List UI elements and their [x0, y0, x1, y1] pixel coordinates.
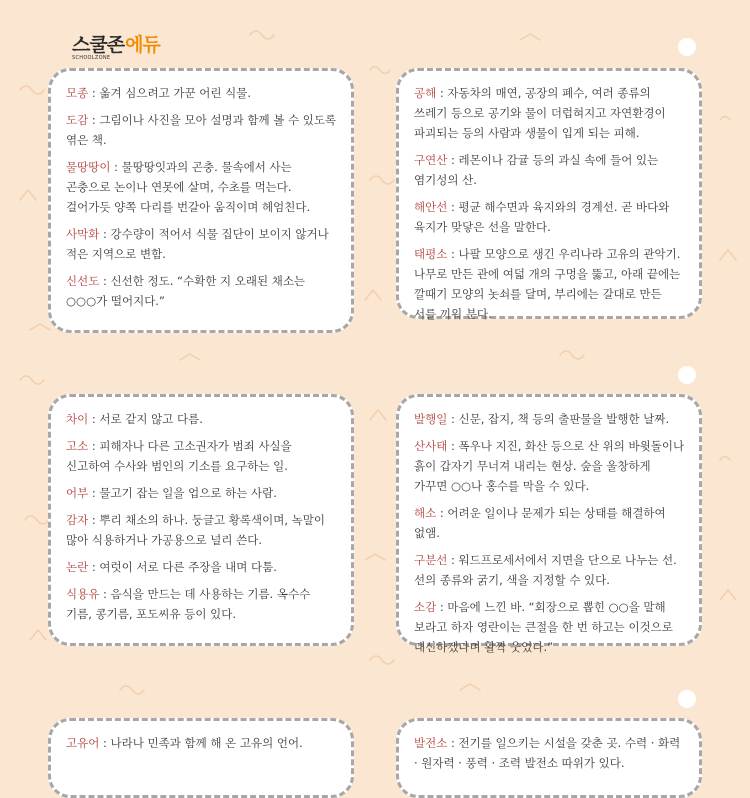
vocab-card	[48, 68, 354, 333]
vocab-term: 고소	[66, 439, 89, 453]
vocab-term: 공해	[414, 86, 437, 100]
vocab-entry	[414, 244, 685, 324]
vocab-definition: 나라나 민족과 함께 해 온 고유의 언어.	[110, 736, 303, 750]
vocab-card	[396, 718, 702, 798]
vocab-entry	[66, 83, 337, 103]
vocab-definition: 옮겨 심으려고 가꾼 어린 식물.	[99, 86, 251, 100]
term-separator: :	[99, 736, 111, 750]
term-separator: :	[447, 553, 459, 567]
vocab-entry	[66, 157, 337, 217]
vocab-definition: 여럿이 서로 다른 주장을 내며 다툼.	[99, 560, 277, 574]
vocab-entry	[66, 733, 337, 753]
vocab-term: 구연산	[414, 153, 448, 167]
vocab-entry	[66, 557, 337, 577]
vocab-card	[48, 394, 354, 646]
vocab-term: 해안선	[414, 200, 448, 214]
vocab-definition: 피해자나 다른 고소권자가 범죄 사실을 신고하여 수사와 범인의 기소를 요구하는 일.	[66, 439, 292, 473]
binder-hole	[678, 366, 696, 384]
vocab-entry	[414, 436, 685, 496]
term-separator: :	[99, 227, 111, 241]
vocab-entry	[414, 197, 685, 237]
vocab-definition: 뿌리 채소의 하나. 둥글고 황록색이며, 녹말이 많아 식용하거나 가공용으로 널리 쓴다.	[66, 513, 325, 547]
vocab-entry	[414, 550, 685, 590]
vocab-term: 발전소	[414, 736, 448, 750]
vocab-entry	[414, 733, 685, 773]
vocab-term: 어부	[66, 486, 89, 500]
vocab-entry	[414, 503, 685, 543]
logo-subtext: SCHOOLZONE	[72, 55, 111, 61]
vocab-entry	[66, 584, 337, 624]
vocab-term: 신선도	[66, 274, 100, 288]
term-separator: :	[436, 86, 448, 100]
vocab-term: 구분선	[414, 553, 448, 567]
term-separator: :	[447, 200, 459, 214]
term-separator: :	[88, 439, 100, 453]
vocab-definition: 물고기 잡는 일을 업으로 하는 사람.	[99, 486, 277, 500]
vocab-entry	[66, 436, 337, 476]
term-separator: :	[447, 247, 459, 261]
vocab-entry	[66, 409, 337, 429]
vocab-term: 사막화	[66, 227, 100, 241]
vocab-entry	[414, 597, 685, 657]
term-separator: :	[99, 587, 111, 601]
vocab-definition: 워드프로세서에서 지면을 단으로 나누는 선. 선의 종류와 굵기, 색을 지정할 수 있다.	[414, 553, 677, 587]
vocab-card	[48, 718, 354, 798]
vocab-definition: 신문, 잡지, 책 등의 출판물을 발행한 날짜.	[458, 412, 670, 426]
term-separator: :	[88, 86, 100, 100]
brand-logo	[72, 30, 160, 61]
term-separator: :	[88, 412, 100, 426]
term-separator: :	[436, 600, 448, 614]
vocab-definition: 서로 같지 않고 다름.	[99, 412, 203, 426]
vocab-entry	[66, 224, 337, 264]
vocab-definition: 어려운 일이나 문제가 되는 상태를 해결하여 없앰.	[414, 506, 666, 540]
vocab-definition: 그림이나 사진을 모아 설명과 함께 볼 수 있도록 엮은 책.	[66, 113, 337, 147]
vocab-term: 물땅땅이	[66, 160, 111, 174]
term-separator: :	[88, 513, 100, 527]
vocab-term: 소감	[414, 600, 437, 614]
vocab-entry	[66, 510, 337, 550]
vocab-term: 해소	[414, 506, 437, 520]
vocab-definition: 음식을 만드는 데 사용하는 기름. 옥수수 기름, 콩기름, 포도씨유 등이 있다.	[66, 587, 311, 621]
term-separator: :	[447, 736, 459, 750]
vocab-entry	[414, 83, 685, 143]
vocab-definition: 폭우나 지진, 화산 등으로 산 위의 바윗돌이나 흙이 갑자기 무너져 내리는 현상. 숲을 울창하게 가꾸면 ○○나 홍수를 막을 수 있다.	[414, 439, 685, 493]
vocab-term: 논란	[66, 560, 89, 574]
vocab-definition: 나팔 모양으로 생긴 우리나라 고유의 관악기. 나무로 만든 관에 여덟 개의 구멍을 뚫고, 아래 끝에는 깔때기 모양의 놋쇠를 달며, 부리에는 갈대로 만든 서를 끼워 분다.	[414, 247, 681, 321]
vocab-definition: 자동차의 매연, 공장의 폐수, 여러 종류의 쓰레기 등으로 공기와 물이 더럽혀지고 자연환경이 파괴되는 등의 사람과 생물이 입게 되는 피해.	[414, 86, 666, 140]
vocab-term: 식용유	[66, 587, 100, 601]
term-separator: :	[110, 160, 122, 174]
term-separator: :	[447, 439, 459, 453]
vocab-definition: 마음에 느낀 바. “회장으로 뽑힌 ○○을 말해 보라고 하자 영란이는 큰절을 한 번 하고는 이것으로 대신하겠다며 활짝 웃었다.”	[414, 600, 673, 654]
vocab-entry	[66, 483, 337, 503]
vocab-term: 태평소	[414, 247, 448, 261]
vocab-term: 감자	[66, 513, 89, 527]
logo-text-main: 스쿨존	[72, 34, 125, 56]
term-separator: :	[436, 506, 448, 520]
logo-text-edu: 에듀	[125, 34, 160, 56]
vocab-definition: 물땅땅잇과의 곤충. 물속에서 사는 곤충으로 논이나 연못에 살며, 수초를 먹는다. 걸어가듯 양쪽 다리를 번갈아 움직이며 헤엄친다.	[66, 160, 311, 214]
term-separator: :	[99, 274, 111, 288]
vocab-entry	[414, 150, 685, 190]
vocab-term: 발행일	[414, 412, 448, 426]
vocab-card	[396, 68, 702, 319]
vocab-definition: 레몬이나 감귤 등의 과실 속에 들어 있는 염기성의 산.	[414, 153, 659, 187]
vocab-entry	[66, 271, 337, 311]
vocab-entry	[414, 409, 685, 429]
term-separator: :	[447, 153, 459, 167]
vocab-entry	[66, 110, 337, 150]
binder-hole	[678, 38, 696, 56]
vocab-card	[396, 394, 702, 654]
vocab-term: 도감	[66, 113, 89, 127]
vocab-definition: 신선한 정도. “수확한 지 오래된 채소는 ○○○가 떨어지다.”	[66, 274, 306, 308]
term-separator: :	[88, 113, 100, 127]
binder-hole	[678, 690, 696, 708]
term-separator: :	[88, 486, 100, 500]
vocab-term: 산사태	[414, 439, 448, 453]
term-separator: :	[88, 560, 100, 574]
vocab-term: 고유어	[66, 736, 100, 750]
vocab-term: 차이	[66, 412, 89, 426]
vocab-definition: 전기를 일으키는 시설을 갖춘 곳. 수력 · 화력 · 원자력 · 풍력 · 조력 발전소 따위가 있다.	[414, 736, 681, 770]
term-separator: :	[447, 412, 459, 426]
vocab-definition: 강수량이 적어서 식물 집단이 보이지 않거나 적은 지역으로 변함.	[66, 227, 329, 261]
vocab-definition: 평균 해수면과 육지와의 경계선. 곧 바다와 육지가 맞닿은 선을 말한다.	[414, 200, 670, 234]
vocab-term: 모종	[66, 86, 89, 100]
